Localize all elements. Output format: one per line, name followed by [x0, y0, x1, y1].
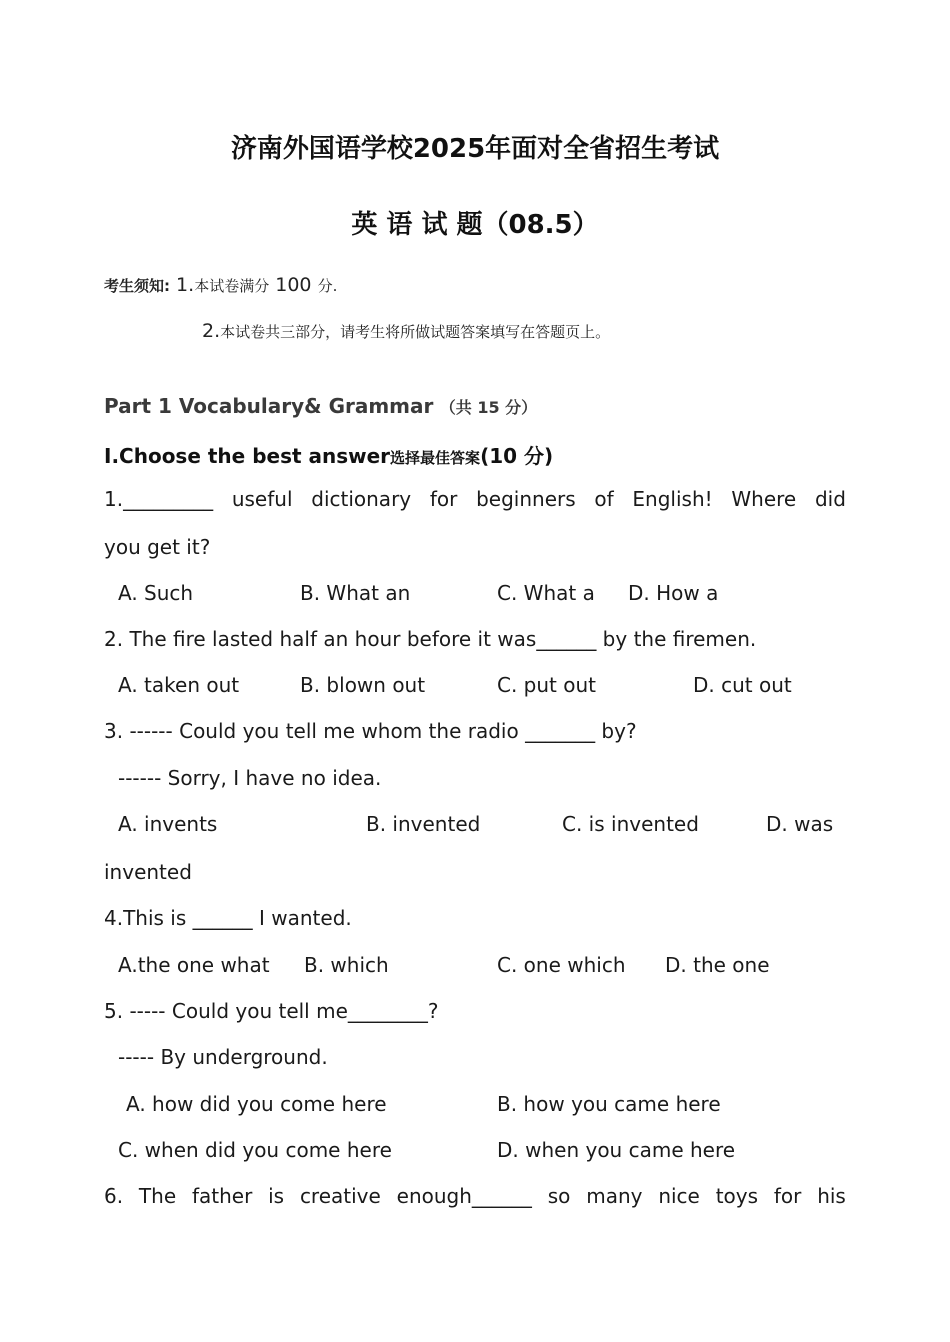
q5-option-a: A. how did you come here: [126, 1092, 387, 1116]
question-4-stem: 4.This is ______ I wanted.: [104, 906, 352, 930]
q3-option-b: B. invented: [366, 812, 481, 836]
word: so: [547, 1184, 571, 1208]
question-3-stem: 3. ------ Could you tell me whom the radio _______ by?: [104, 719, 637, 743]
word: did: [814, 487, 846, 511]
word: father: [191, 1184, 253, 1208]
q3-option-d: D. was: [766, 812, 834, 836]
part1-score: （共 15 分）: [439, 398, 538, 417]
q2-option-b: B. blown out: [300, 673, 426, 697]
q4-option-c: C. one which: [497, 953, 626, 977]
q2-option-d: D. cut out: [693, 673, 792, 697]
q5-option-b: B. how you came here: [497, 1092, 721, 1116]
word: toys: [715, 1184, 759, 1208]
q4-option-b: B. which: [304, 953, 389, 977]
notice-line-2: [202, 320, 610, 342]
part1-heading: [104, 394, 537, 418]
q3-option-d-cont: invented: [104, 860, 192, 884]
part1-title: Part 1 Vocabulary& Grammar: [104, 394, 434, 418]
q1-option-b: B. What an: [300, 581, 411, 605]
question-3-reply: ------ Sorry, I have no idea.: [118, 766, 382, 790]
word: The: [138, 1184, 177, 1208]
question-5-stem: 5. ----- Could you tell me________?: [104, 999, 439, 1023]
word: beginners: [476, 487, 576, 511]
question-6-stem: [104, 1184, 846, 1208]
notice-item2-num: 2.: [202, 320, 221, 342]
q2-option-a: A. taken out: [118, 673, 240, 697]
q1-option-d: D. How a: [628, 581, 719, 605]
exam-title: 济南外国语学校2025年面对全省招生考试: [230, 134, 720, 164]
question-1-stem: [104, 487, 846, 511]
word: useful: [231, 487, 293, 511]
word: English!: [632, 487, 713, 511]
q1-option-c: C. What a: [497, 581, 595, 605]
question-1-stem-cont: you get it?: [104, 535, 211, 559]
word: 6.: [104, 1184, 124, 1208]
q2-option-c: C. put out: [497, 673, 597, 697]
q5-option-d: D. when you came here: [497, 1138, 736, 1162]
question-2-stem: 2. The fire lasted half an hour before it was______ by the firemen.: [104, 627, 757, 651]
word: for: [773, 1184, 802, 1208]
notice-item2-text: 本试卷共三部分，请考生将所做试题答案填写在答题页上。: [220, 323, 611, 341]
word: creative: [299, 1184, 381, 1208]
q4-option-a: A.the one what: [118, 953, 270, 977]
section1-cn: 选择最佳答案: [390, 449, 481, 467]
question-5-reply: ----- By underground.: [118, 1045, 328, 1069]
section1-title: I.Choose the best answer: [104, 444, 391, 468]
notice-item1-text-a: 本试卷满分: [194, 277, 270, 295]
section1-heading: [104, 440, 553, 469]
word: enough______: [396, 1184, 532, 1208]
notice-item1-text-b: 分.: [317, 277, 338, 295]
word: dictionary: [311, 487, 412, 511]
word: nice: [658, 1184, 700, 1208]
notice-label: 考生须知:: [104, 277, 170, 295]
q3-option-a: A. invents: [118, 812, 218, 836]
q5-option-c: C. when did you come here: [118, 1138, 392, 1162]
word: Where: [731, 487, 797, 511]
word: for: [429, 487, 458, 511]
exam-subtitle: 英 语 试 题（08.5）: [351, 210, 599, 240]
notice-item1-num: 1.: [176, 274, 195, 296]
notice-line-1: [104, 274, 337, 296]
q1-option-a: A. Such: [118, 581, 194, 605]
word: is: [268, 1184, 285, 1208]
word: 1._________: [104, 487, 214, 511]
notice-item1-score: 100: [275, 274, 312, 296]
q4-option-d: D. the one: [665, 953, 770, 977]
word: his: [817, 1184, 846, 1208]
q3-option-c: C. is invented: [562, 812, 699, 836]
word: many: [586, 1184, 643, 1208]
word: of: [594, 487, 614, 511]
section1-score: (10 分): [480, 444, 554, 468]
